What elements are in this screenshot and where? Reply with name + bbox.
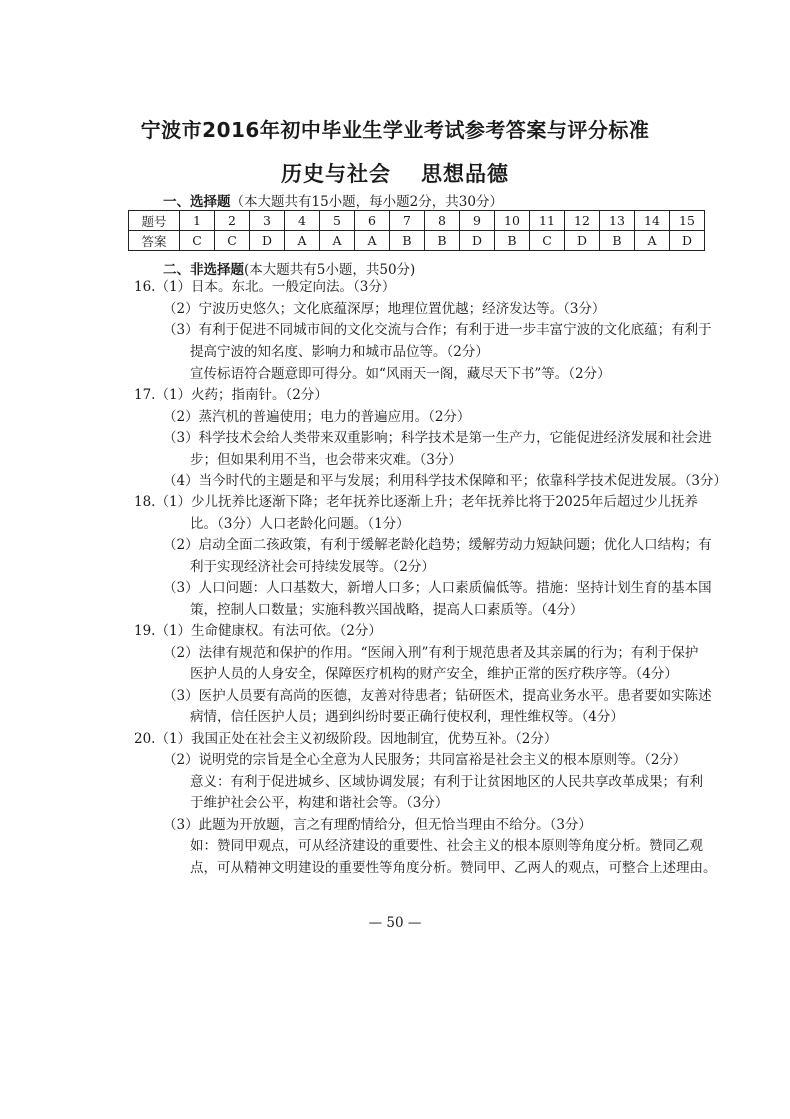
- answer-line: 病情，信任医护人员；遇到纠纷时要正确行使权利，理性维权等。（4分）: [190, 709, 624, 725]
- answer-line: （2）启动全面二孩政策，有利于缓解老龄化趋势；缓解劳动力短缺问题；优化人口结构；有: [163, 537, 712, 553]
- answer-line: 利于实现经济社会可持续发展等。（2分）: [190, 559, 435, 575]
- page-title: 宁波市2016年初中毕业生学业考试参考答案与评分标准: [140, 118, 650, 142]
- answer-line: （4）当今时代的主题是和平与发展；利用科学技术保障和平；依靠科学技术促进发展。（3分）: [163, 473, 727, 489]
- section-1-title: 一、选择题: [163, 194, 231, 210]
- question-number-cell: 7: [390, 211, 425, 231]
- answer-line: 比。（3分）人口老龄化问题。（1分）: [190, 516, 410, 532]
- answer-line: （3）科学技术会给人类带来双重影响；科学技术是第一生产力，它能促进经济发展和社会进: [163, 430, 712, 446]
- answer-cell: A: [285, 231, 320, 251]
- answer-cell: C: [180, 231, 215, 251]
- answer-line: 点，可从精神文明建设的重要性等角度分析。赞同甲、乙两人的观点，可整合上述理由。: [190, 860, 717, 876]
- section-2-heading: [163, 258, 415, 278]
- question-number-cell: 8: [425, 211, 460, 231]
- subtitle-ideology-morality: 思想品德: [421, 161, 509, 186]
- answer-line: 16.（1）日本。东北。一般定向法。（3分）: [134, 279, 396, 295]
- row-label-number: 题号: [129, 211, 180, 231]
- section-2-note: (本大题共有5小题，共50分): [244, 262, 416, 278]
- answer-line: （3）人口问题：人口基数大，新增人口多；人口素质偏低等。措施：坚持计划生育的基本国: [163, 580, 712, 596]
- answer-line: 医护人员的人身安全，保障医疗机构的财产安全，维护正常的医疗秩序等。（4分）: [190, 666, 678, 682]
- question-number-cell: 14: [635, 211, 670, 231]
- answer-line: （2）宁波历史悠久；文化底蕴深厚；地理位置优越；经济发达等。（3分）: [163, 301, 606, 317]
- row-label-answer: 答案: [129, 231, 180, 251]
- answer-cell: B: [390, 231, 425, 251]
- question-number-cell: 15: [670, 211, 705, 231]
- answer-table-answer-row: [129, 231, 705, 251]
- subtitle-history-society: 历史与社会: [281, 161, 391, 186]
- question-number-cell: 3: [250, 211, 285, 231]
- answer-line: （2）说明党的宗旨是全心全意为人民服务；共同富裕是社会主义的根本原则等。（2分）: [163, 752, 687, 768]
- question-number-cell: 13: [600, 211, 635, 231]
- question-number-cell: 11: [530, 211, 565, 231]
- subject-subtitle: [0, 158, 790, 188]
- section-1-note: （本大题共有15小题，每小题2分，共30分）: [230, 194, 503, 210]
- answer-line: 提高宁波的知名度、影响力和城市品位等。（2分）: [190, 344, 489, 360]
- question-number-cell: 5: [320, 211, 355, 231]
- answer-line: （3）有利于促进不同城市间的文化交流与合作；有利于进一步丰富宁波的文化底蕴；有利于: [163, 322, 712, 338]
- question-number-cell: 2: [215, 211, 250, 231]
- question-number-cell: 6: [355, 211, 390, 231]
- answer-cell: B: [425, 231, 460, 251]
- answer-cell: D: [565, 231, 600, 251]
- answer-line: 步；但如果利用不当，也会带来灾难。（3分）: [190, 452, 462, 468]
- answer-line: （2）法律有规范和保护的作用。“医闹入刑”有利于规范患者及其亲属的行为；有利于保护: [163, 645, 699, 661]
- answer-line: 如：赞同甲观点，可从经济建设的重要性、社会主义的根本原则等角度分析。赞同乙观: [190, 838, 703, 854]
- answer-cell: B: [495, 231, 530, 251]
- section-1-heading: [163, 190, 503, 210]
- section-2-title: 二、非选择题: [163, 262, 244, 278]
- answer-cell: C: [530, 231, 565, 251]
- answer-line: 19.（1）生命健康权。有法可依。（2分）: [134, 623, 382, 639]
- answer-cell: A: [635, 231, 670, 251]
- answer-cell: A: [355, 231, 390, 251]
- answer-line: 17.（1）火药；指南针。（2分）: [134, 387, 328, 403]
- answer-cell: D: [670, 231, 705, 251]
- question-number-cell: 1: [180, 211, 215, 231]
- question-number-cell: 10: [495, 211, 530, 231]
- page-number: — 50 —: [368, 915, 422, 931]
- answer-line: 20.（1）我国正处在社会主义初级阶段。因地制宜，优势互补。（2分）: [134, 731, 558, 747]
- answer-cell: D: [460, 231, 495, 251]
- answer-table: [128, 210, 705, 251]
- answer-line: 于维护社会公平，构建和谐社会等。（3分）: [190, 795, 449, 811]
- question-number-cell: 4: [285, 211, 320, 231]
- answer-line: 宣传标语符合题意即可得分。如“风雨天一阁，藏尽天下书”等。（2分）: [190, 366, 611, 382]
- answer-table-number-row: [129, 211, 705, 231]
- answer-line: 策，控制人口数量；实施科教兴国战略，提高人口素质等。（4分）: [190, 602, 584, 618]
- answer-line: （3）医护人员要有高尚的医德，友善对待患者；钻研医术，提高业务水平。患者要如实陈述: [163, 688, 712, 704]
- answer-cell: D: [250, 231, 285, 251]
- question-number-cell: 12: [565, 211, 600, 231]
- answer-cell: A: [320, 231, 355, 251]
- answer-cell: B: [600, 231, 635, 251]
- question-number-cell: 9: [460, 211, 495, 231]
- answer-cell: C: [215, 231, 250, 251]
- answer-line: 意义：有利于促进城乡、区域协调发展；有利于让贫困地区的人民共享改革成果；有利: [190, 774, 703, 790]
- answer-line: 18.（1）少儿抚养比逐渐下降；老年抚养比逐渐上升；老年抚养比将于2025年后超过少儿抚养: [134, 494, 698, 510]
- answer-line: （2）蒸汽机的普遍使用；电力的普遍应用。（2分）: [163, 409, 471, 425]
- answer-line: （3）此题为开放题，言之有理酌情给分，但无恰当理由不给分。（3分）: [163, 817, 592, 833]
